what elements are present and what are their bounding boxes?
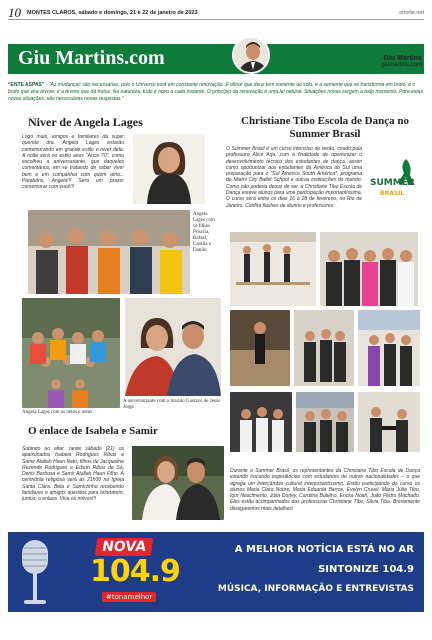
logo-brasil-text: BRASIL (380, 190, 405, 197)
page-header (8, 6, 424, 20)
columnist-url[interactable]: giumartins.com (381, 62, 422, 68)
angela-portrait-photo (133, 134, 205, 204)
entre-aspas-quote (8, 82, 424, 103)
summer-photo-5 (358, 310, 420, 386)
summer-photo-4 (294, 310, 354, 386)
wedding-title: O enlace de Isabela e Samir (28, 425, 158, 437)
wedding-couple-photo (132, 446, 224, 520)
summer-photo-1 (230, 232, 316, 306)
niver-body: Logo mais, amigos e familiares da super querida dra. Angela Lages estarão comemorando em grande estilo o niver dela. A noite será no estilo anos "Anos 70", como escolheu a aniversariante, que daqueles comentários, em se tratando de saber viver bem e em companhia com quem ama... Parabéns, Angela!!! Será um prazer comemorar com você!!! (22, 134, 124, 191)
quote-text: - “As mudanças são necessárias, pois o Universo está em constante renovação. É afinar que deus tem somente ao solo, é a semente que se transforma em broto, é o broto que vira árvore, é a árvore que dá frutos. Na natureza, tudo é novo a cada instante. O princípio da renovação é uma lei natural. Situações novas surgem a todo momento. Para estas novas situações, são necessárias novas respostas.” (8, 82, 423, 102)
summer-body: O Summer Brasil é um curso intensivo de verão, criado pela professora Alice Arja, com a finalidade de oportunizar o desenvolvimento técnico dos estudantes de dança, assim como oportunizar aos estudantes da América do Sul uma preparação para o "Sul América South América", programa do Miami City Ballet School e outras instituições do mundo. Como não poderia deixar de ser, a Christiane Tibo Escola de Dança esteve alunos para uma participação importantíssima. O curso será entre os dias 16 a 28 de fevereiro, no Rio de Janeiro. Confira flashes de alunos e professores: (226, 146, 362, 209)
caption-family: Angela Lages com os filhos Priscila, Rafael, Camila e Danilo (193, 212, 215, 253)
frequency-logo: 104.9 (90, 554, 180, 589)
summer-body-2: Durante o Summer Brasil, os representantes da Christiane Tibo Escola de Dança estando trocando experiências com estudantes de outras nacionalidades – o que agrega um intercâmbio cultural interessantíssimo. Estão participando do curso os alunos Maria Clara Nobre, Maria Eduarda Barros, Evelyn Cruvel, Maria Júlia Tibo, Igor Nascimento, Júlia Durley, Carolina Botelho, Ericka Noah, João Pedro Machado. Eles estão acompanhados das professoras Christiane Tibo, Silvia Tibo. Brevemente divulgaremos mais detalhes! (230, 468, 420, 512)
columnist-info (381, 55, 422, 68)
microphone-icon (18, 538, 52, 608)
quote-label: “ENTE ASPAS” (8, 82, 45, 88)
edition-line: MONTES CLAROS, sábado e domingo, 21 e 22 de janeiro de 2023 (27, 9, 198, 16)
ad-line-3: MÚSICA, INFORMAÇÃO E ENTREVISTAS (217, 584, 414, 594)
angela-family-photo (28, 210, 190, 294)
ad-line-1: A MELHOR NOTÍCIA ESTÁ NO AR (234, 544, 414, 555)
caption-grandkids: Angela Lages com os netos e netas (22, 410, 92, 415)
column-title: Giu Martins.com (18, 47, 165, 69)
summer-photo-8 (358, 392, 420, 452)
caption-husband: A aniversariante com o marido Gustavo de Jesus Jorge (123, 399, 221, 410)
site-link[interactable]: onorte.net (399, 9, 424, 16)
wedding-body: Subindo ao altar, neste sábado (21) os apaixonados Isabela Rodrigues Ribas e Samir Atallah Haun Neto, filhos de Jacqueline Rezende Rodrigues e Edson Ribas de Sá, Denis Barbosa e Samir Atallah Haun Filho. A cerimônia religiosa será às 21h00 na Igreja Santa Clara. Bela e Samirzinho recebendo familiares e amigos queridos para brindarem, juntos, o enlace. Viva os noivos!!! (22, 446, 124, 503)
radio-ad-banner[interactable] (8, 532, 424, 612)
columnist-name: Giu Martins (383, 55, 422, 62)
summer-brasil-logo (366, 155, 422, 201)
angela-husband-photo (125, 298, 221, 396)
columnist-photo (232, 36, 270, 74)
hashtag-badge: #tonamelhor (102, 592, 156, 602)
summer-photo-2 (320, 232, 418, 306)
ad-line-2: SINTONIZE 104.9 (318, 564, 414, 575)
logo-summer-text: SUMMER (370, 178, 415, 188)
summer-photo-6 (230, 392, 292, 452)
niver-title: Niver de Angela Lages (28, 115, 143, 129)
summer-photo-3 (230, 310, 290, 386)
page-number: 10 (8, 4, 21, 20)
grandkids-photo (22, 298, 120, 408)
nova-logo: NOVA (95, 538, 153, 556)
summer-title: Christiane Tibo Escola de Dança no Summer Brasil (241, 115, 409, 140)
column-banner (8, 44, 424, 74)
summer-photo-7 (296, 392, 354, 452)
